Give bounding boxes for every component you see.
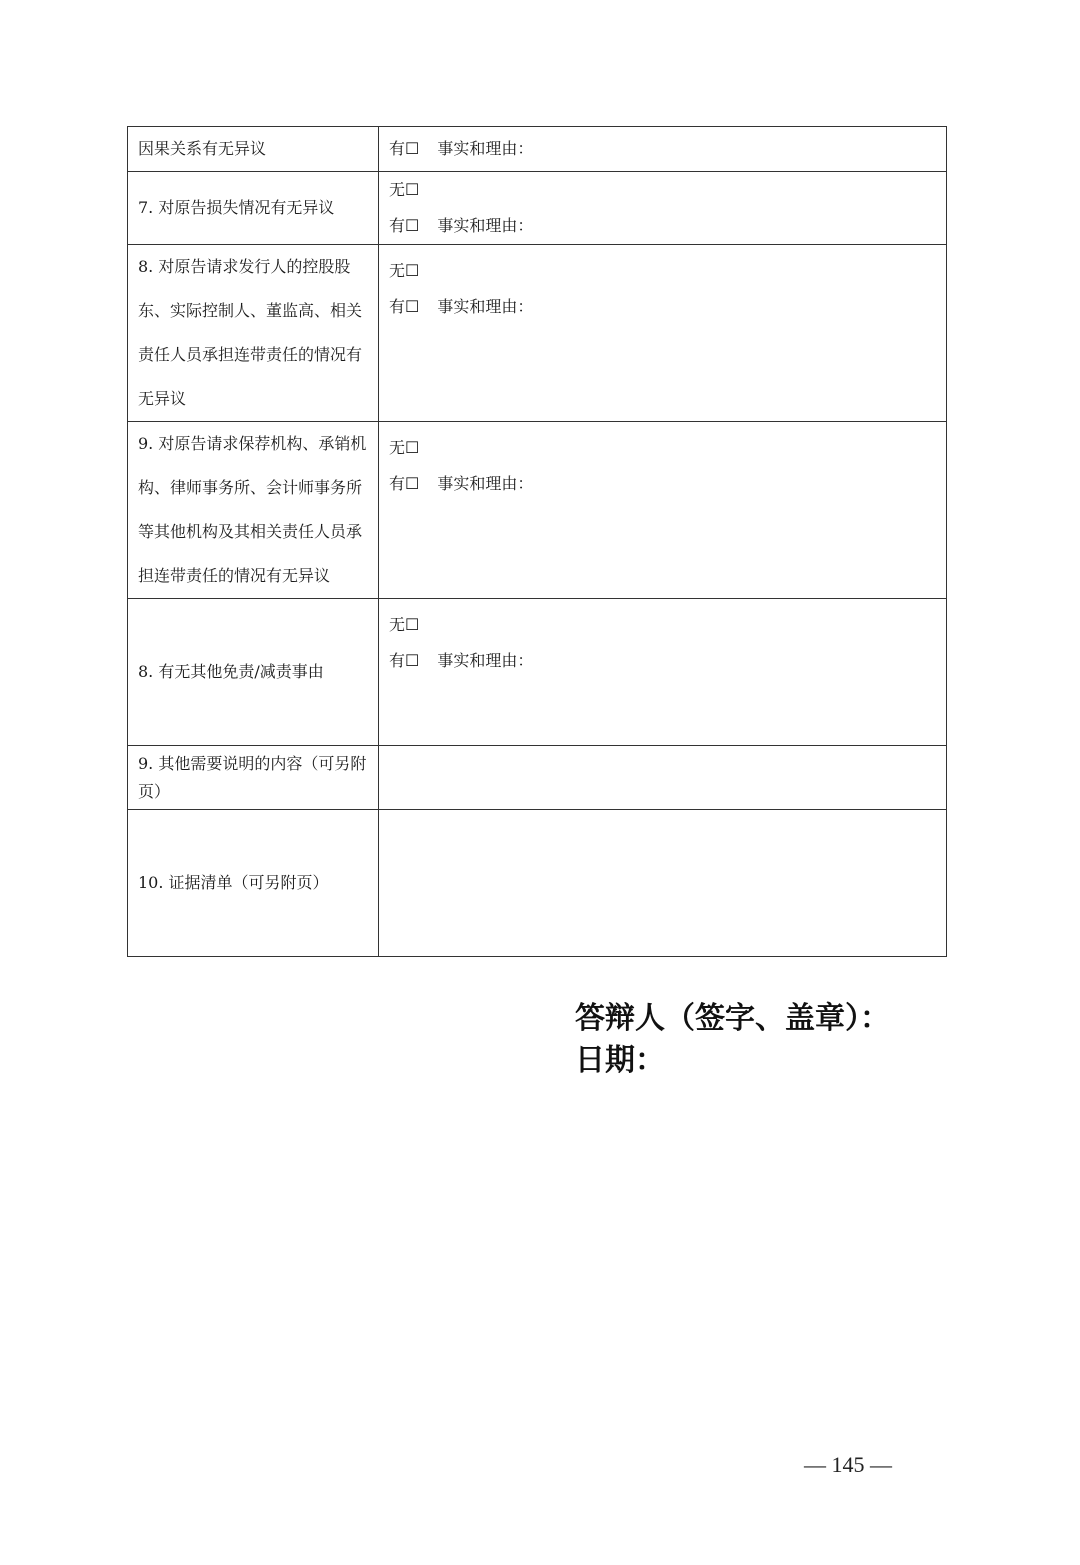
reason-label: 事实和理由： <box>437 297 534 316</box>
reason-label: 事实和理由： <box>437 474 534 493</box>
option-yes <box>389 466 936 502</box>
option-yes <box>389 289 936 325</box>
row-options-empty[interactable] <box>379 810 947 957</box>
label-line: 8. 对原告请求发行人的控股股 <box>138 257 351 276</box>
table-row <box>128 810 947 957</box>
label-line: 无异议 <box>138 389 187 408</box>
label-line: 担连带责任的情况有无异议 <box>138 566 331 585</box>
table-row <box>128 172 947 245</box>
table-row <box>128 127 947 172</box>
label-line: 构、律师事务所、会计师事务所 <box>138 478 363 497</box>
option-yes <box>389 643 936 679</box>
row-label <box>128 127 379 172</box>
table-row <box>128 422 947 599</box>
yes-checkbox[interactable]: 有☐ <box>389 474 420 493</box>
date-label: 日期： <box>575 1043 665 1078</box>
option-yes <box>389 131 936 167</box>
page-number: — 145 — <box>804 1452 892 1477</box>
row-options <box>379 245 947 422</box>
no-checkbox[interactable]: 无☐ <box>389 615 420 634</box>
no-checkbox[interactable]: 无☐ <box>389 261 420 280</box>
yes-checkbox[interactable]: 有☐ <box>389 139 420 158</box>
row-label <box>128 245 379 422</box>
label-line: 等其他机构及其相关责任人员承 <box>138 522 363 541</box>
option-no <box>389 253 936 289</box>
defense-form-table <box>127 126 947 957</box>
label-line: 因果关系有无异议 <box>138 139 267 158</box>
label-line: 责任人员承担连带责任的情况有 <box>138 345 363 364</box>
reason-label: 事实和理由： <box>437 651 534 670</box>
label-line: 9. 其他需要说明的内容（可另附 <box>138 753 367 773</box>
option-no <box>389 172 936 208</box>
respondent-signature-label: 答辩人（签字、盖章）： <box>575 1001 890 1036</box>
label-line: 9. 对原告请求保荐机构、承销机 <box>138 434 367 453</box>
no-checkbox[interactable]: 无☐ <box>389 180 420 199</box>
row-options <box>379 172 947 245</box>
row-label <box>128 172 379 245</box>
table-row <box>128 599 947 746</box>
label-line: 页） <box>138 781 171 801</box>
option-no <box>389 430 936 466</box>
no-checkbox[interactable]: 无☐ <box>389 438 420 457</box>
row-label <box>128 422 379 599</box>
label-line: 东、实际控制人、董监高、相关 <box>138 301 363 320</box>
yes-checkbox[interactable]: 有☐ <box>389 216 420 235</box>
yes-checkbox[interactable]: 有☐ <box>389 297 420 316</box>
row-options <box>379 422 947 599</box>
option-yes <box>389 208 936 244</box>
label-line: 10. 证据清单（可另附页） <box>138 873 329 892</box>
signature-block <box>575 998 890 1082</box>
label-line: 7. 对原告损失情况有无异议 <box>138 198 335 217</box>
row-options <box>379 599 947 746</box>
reason-label: 事实和理由： <box>437 216 534 235</box>
label-line: 8. 有无其他免责/减责事由 <box>138 662 324 681</box>
row-options <box>379 127 947 172</box>
table-row <box>128 245 947 422</box>
row-label <box>128 810 379 957</box>
row-options-empty[interactable] <box>379 746 947 810</box>
reason-label: 事实和理由： <box>437 139 534 158</box>
option-no <box>389 607 936 643</box>
row-label <box>128 746 379 810</box>
row-label <box>128 599 379 746</box>
table-row <box>128 746 947 810</box>
yes-checkbox[interactable]: 有☐ <box>389 651 420 670</box>
